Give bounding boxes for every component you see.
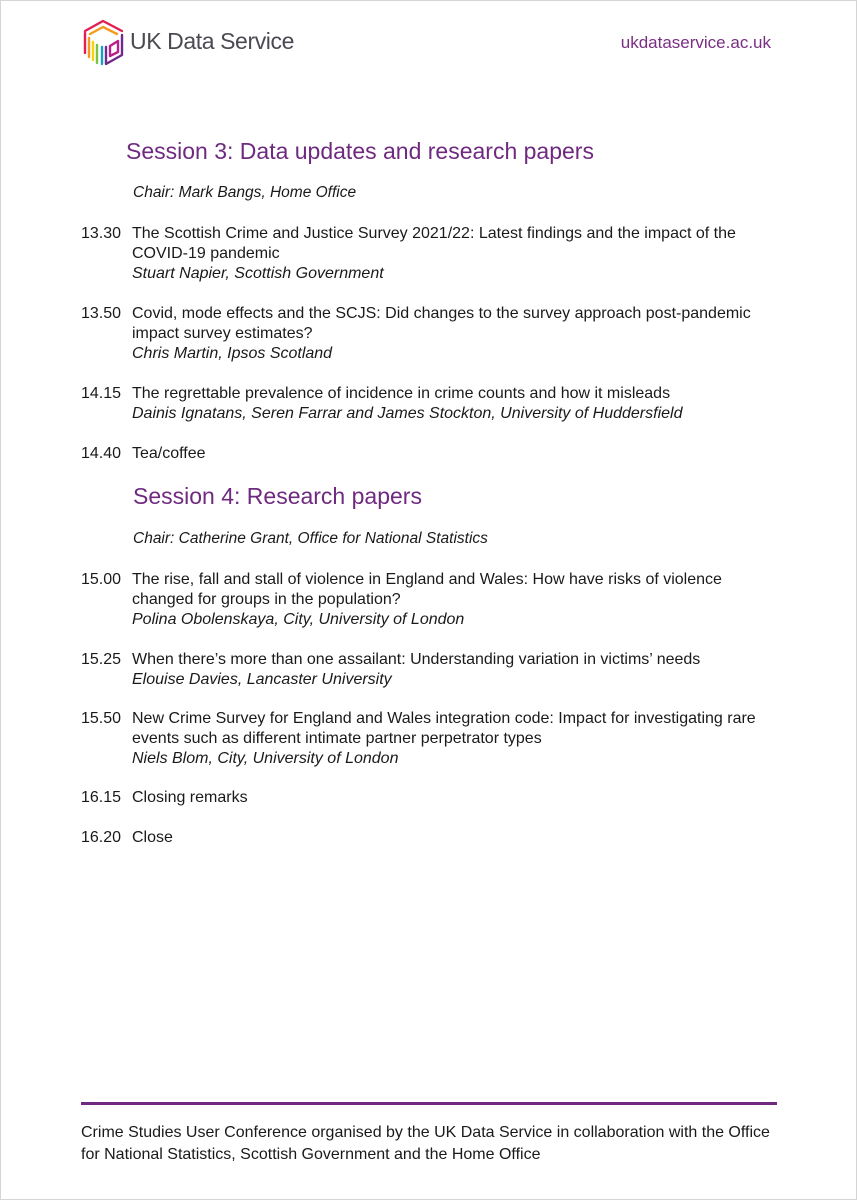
agenda-time: 14.40	[81, 445, 122, 462]
agenda-time: 16.15	[81, 789, 122, 806]
agenda-title: New Crime Survey for England and Wales integration code: Impact for investigating rare events such as different intimate partner perpetrator types	[132, 710, 756, 747]
agenda-speaker: Polina Obolenskaya, City, University of London	[132, 611, 465, 628]
footer-divider	[81, 1102, 777, 1105]
agenda-time: 13.50	[81, 305, 122, 322]
site-url-link[interactable]: ukdataservice.ac.uk	[620, 33, 771, 52]
agenda-title: The Scottish Crime and Justice Survey 2021/22: Latest findings and the impact of the COVID-19 pandemic	[132, 225, 736, 262]
logo-stroke	[90, 27, 117, 34]
agenda-title: When there’s more than one assailant: Understanding variation in victims’ needs	[132, 651, 701, 668]
session-3-chair: Chair: Mark Bangs, Home Office	[133, 184, 357, 201]
footer-text: Crime Studies User Conference organised by the UK Data Service in collaboration with the Office for National Statistics, Scottish Government and the Home Office	[81, 1124, 770, 1163]
logo-stroke	[106, 35, 122, 64]
agenda-speaker: Dainis Ignatans, Seren Farrar and James Stockton, University of Huddersfield	[132, 405, 683, 422]
uk-data-service-logo	[82, 16, 312, 68]
logo-stroke	[110, 41, 118, 56]
agenda-time: 14.15	[81, 385, 122, 402]
session-4-chair: Chair: Catherine Grant, Office for National Statistics	[133, 530, 488, 547]
agenda-title: The rise, fall and stall of violence in England and Wales: How have risks of violence changed for groups in the population?	[132, 571, 722, 608]
agenda-speaker: Niels Blom, City, University of London	[132, 750, 399, 767]
agenda-time: 15.25	[81, 651, 122, 668]
agenda-time: 15.00	[81, 571, 122, 588]
session-3-heading: Session 3: Data updates and research papers	[126, 138, 594, 164]
agenda-title: Tea/coffee	[132, 445, 206, 462]
agenda-title: Covid, mode effects and the SCJS: Did changes to the survey approach post-pandemic impact survey estimates?	[132, 305, 751, 342]
session-4-heading: Session 4: Research papers	[133, 483, 422, 509]
agenda-title: The regrettable prevalence of incidence in crime counts and how it misleads	[132, 385, 671, 402]
agenda-title: Close	[132, 829, 173, 846]
agenda-speaker: Chris Martin, Ipsos Scotland	[132, 345, 333, 362]
agenda-title: Closing remarks	[132, 789, 248, 806]
agenda-speaker: Elouise Davies, Lancaster University	[132, 671, 392, 688]
logo-text: UK Data Service	[130, 28, 295, 54]
agenda-time: 13.30	[81, 225, 122, 242]
agenda-time: 16.20	[81, 829, 122, 846]
logo-cube-icon	[82, 16, 126, 66]
agenda-time: 15.50	[81, 710, 122, 727]
agenda-speaker: Stuart Napier, Scottish Government	[132, 265, 384, 282]
